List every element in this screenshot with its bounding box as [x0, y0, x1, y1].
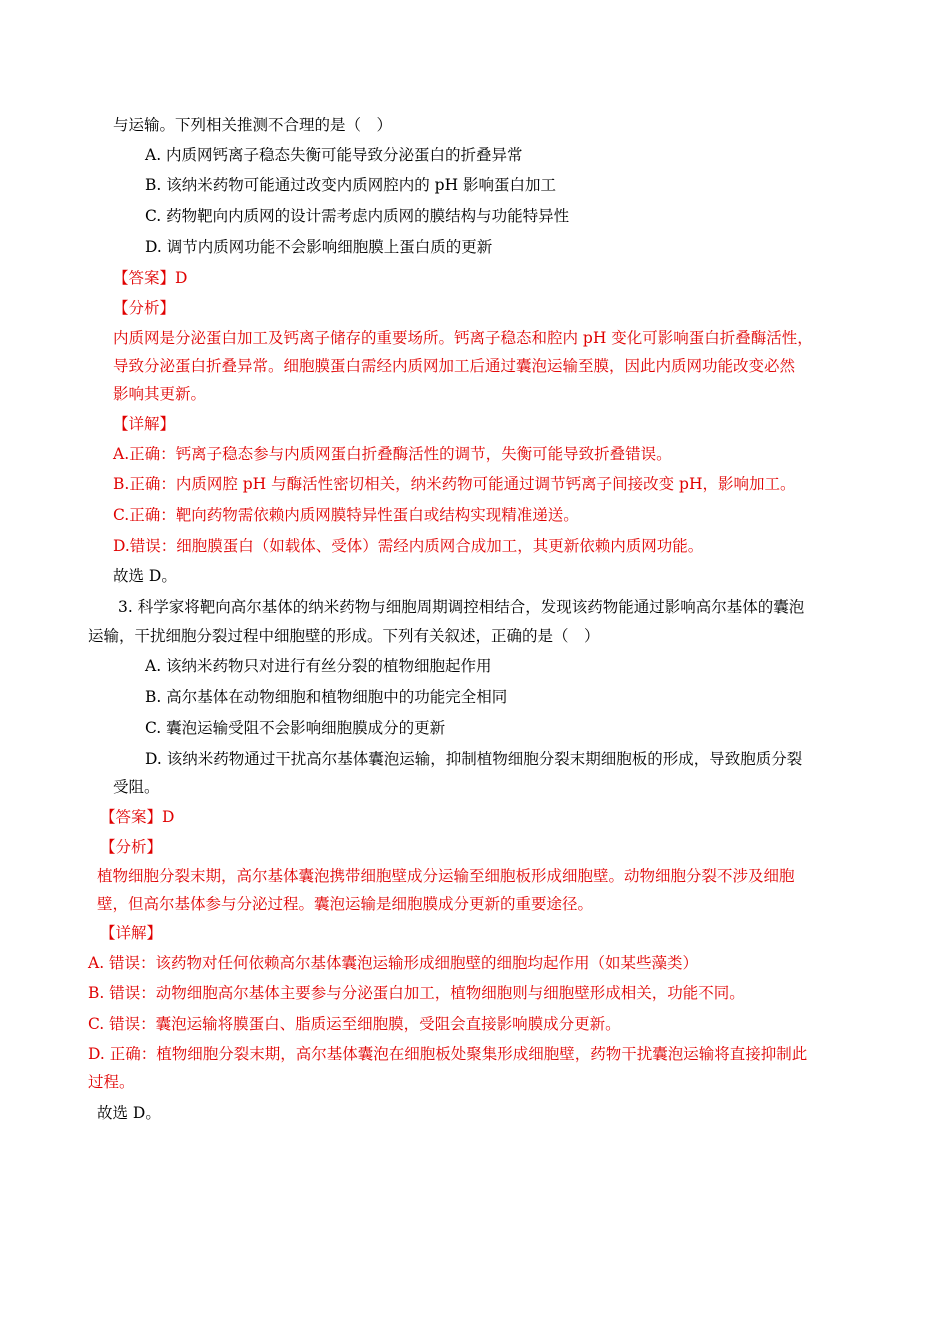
q2-stem-tail: 与运输。下列相关推测不合理的是（ ） — [113, 116, 393, 134]
q3-stem-line-1: 3. 科学家将靶向高尔基体的纳米药物与细胞周期调控相结合，发现该药物能通过影响高尔基体的囊泡 — [118, 598, 805, 616]
q2-detail-c: C.正确：靶向药物需依赖内质网膜特异性蛋白或结构实现精准递送。 — [113, 506, 579, 524]
q3-detail-b: B. 错误：动物细胞高尔基体主要参与分泌蛋白加工，植物细胞则与细胞壁形成相关，功能不同。 — [88, 984, 745, 1002]
q2-detail-d: D.错误：细胞膜蛋白（如载体、受体）需经内质网合成加工，其更新依赖内质网功能。 — [113, 537, 704, 555]
q3-detail-c: C. 错误：囊泡运输将膜蛋白、脂质运至细胞膜，受阻会直接影响膜成分更新。 — [88, 1015, 621, 1033]
q2-option-c: C. 药物靶向内质网的设计需考虑内质网的膜结构与功能特异性 — [145, 207, 570, 225]
q3-detail-a: A. 错误：该药物对任何依赖高尔基体囊泡运输形成细胞壁的细胞均起作用（如某些藻类） — [88, 954, 699, 972]
q2-detail-b: B.正确：内质网腔 pH 与酶活性密切相关，纳米药物可能通过调节钙离子间接改变 pH，影响加工。 — [113, 475, 796, 493]
q3-detail-d: D. 正确：植物细胞分裂末期，高尔基体囊泡在细胞板处聚集形成细胞壁，药物干扰囊泡运输将直接抑制此 — [88, 1045, 808, 1063]
q2-detail-a: A.正确：钙离子稳态参与内质网蛋白折叠酶活性的调节，失衡可能导致折叠错误。 — [113, 445, 672, 463]
q3-detail-label: 【详解】 — [100, 924, 163, 942]
q2-answer-label: 【答案】 — [113, 269, 176, 287]
q2-option-a: A. 内质网钙离子稳态失衡可能导致分泌蛋白的折叠异常 — [145, 146, 523, 164]
q3-answer-value: D — [162, 808, 175, 826]
q2-option-b: B. 该纳米药物可能通过改变内质网腔内的 pH 影响蛋白加工 — [145, 176, 557, 194]
q2-answer — [113, 267, 187, 289]
q2-analysis-line-2: 导致分泌蛋白折叠异常。细胞膜蛋白需经内质网加工后通过囊泡运输至膜，因此内质网功能改变必然 — [113, 357, 796, 375]
q3-answer — [100, 806, 174, 828]
q3-stem-line-2: 运输，干扰细胞分裂过程中细胞壁的形成。下列有关叙述，正确的是（ ） — [88, 627, 600, 645]
q2-analysis-line-1: 内质网是分泌蛋白加工及钙离子储存的重要场所。钙离子稳态和腔内 pH 变化可影响蛋白折叠酶活性， — [113, 329, 813, 347]
q2-detail-label: 【详解】 — [113, 415, 176, 433]
q3-answer-label: 【答案】 — [100, 808, 163, 826]
q2-answer-value: D — [175, 269, 188, 287]
q2-analysis-label: 【分析】 — [113, 299, 176, 317]
q3-analysis-line-1: 植物细胞分裂末期，高尔基体囊泡携带细胞壁成分运输至细胞板形成细胞壁。动物细胞分裂不涉及细胞 — [97, 867, 795, 885]
q3-analysis-label: 【分析】 — [100, 838, 163, 856]
q3-analysis-line-2: 壁，但高尔基体参与分泌过程。囊泡运输是细胞膜成分更新的重要途径。 — [97, 895, 594, 913]
q3-conclusion: 故选 D。 — [97, 1104, 161, 1122]
q3-option-d: D. 该纳米药物通过干扰高尔基体囊泡运输，抑制植物细胞分裂末期细胞板的形成，导致胞质分裂 — [145, 750, 803, 768]
q3-option-c: C. 囊泡运输受阻不会影响细胞膜成分的更新 — [145, 719, 446, 737]
q3-option-d-cont: 受阻。 — [113, 778, 160, 796]
q2-analysis-line-3: 影响其更新。 — [113, 385, 207, 403]
q2-option-d: D. 调节内质网功能不会影响细胞膜上蛋白质的更新 — [145, 238, 493, 256]
q3-option-b: B. 高尔基体在动物细胞和植物细胞中的功能完全相同 — [145, 688, 508, 706]
q2-conclusion: 故选 D。 — [113, 567, 177, 585]
q3-option-a: A. 该纳米药物只对进行有丝分裂的植物细胞起作用 — [145, 657, 492, 675]
q3-detail-d-cont: 过程。 — [88, 1073, 135, 1091]
